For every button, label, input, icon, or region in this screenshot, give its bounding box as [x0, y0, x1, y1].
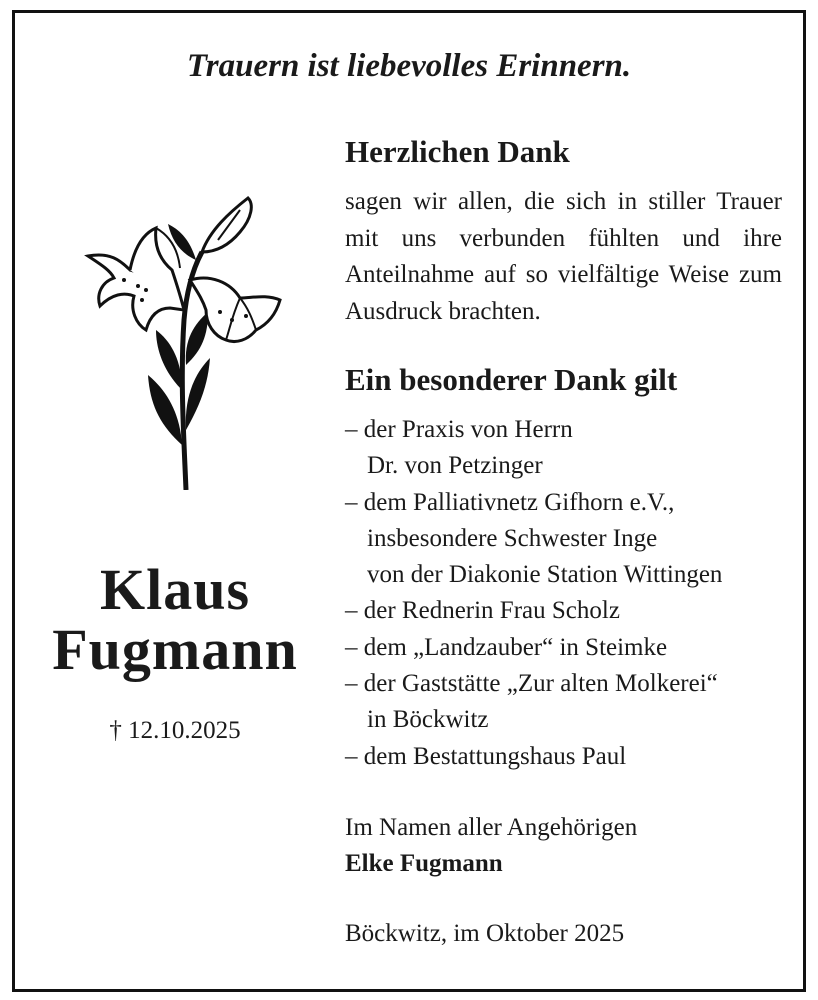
motto: Trauern ist liebevolles Erinnern. [186, 48, 632, 84]
list-item: – dem Palliativnetz Gifhorn e.V., insbesondere Schwester Inge von der Diakonie Station Wittingen [345, 488, 723, 589]
place-date: Böckwitz, im Oktober 2025 [345, 920, 625, 947]
death-date-line [30, 717, 320, 745]
list-item: – der Praxis von Herrn Dr. von Petzinger [345, 416, 573, 480]
special-thanks-heading: Ein besonderer Dank gilt [345, 362, 678, 397]
special-thanks-list [345, 412, 782, 775]
closing-block [345, 810, 782, 882]
lily-icon [80, 190, 290, 490]
list-item: – dem „Landzauber“ in Steimke [345, 633, 668, 661]
list-item: – der Gaststätte „Zur alten Molkerei“ in Böckwitz [345, 670, 718, 734]
signer-name: Elke Fugmann [345, 850, 503, 877]
deceased-first-name: Klaus [99, 557, 251, 622]
thanks-text: sagen wir allen, die sich in stiller Trauer mit uns verbunden fühlten und ihre Anteilnahme auf so vielfältige Weise zum Ausdruck brachten. [345, 188, 782, 325]
list-item: – der Rednerin Frau Scholz [345, 597, 620, 625]
death-date: 12.10.2025 [128, 717, 241, 744]
list-item: – dem Bestattungshaus Paul [345, 742, 627, 770]
cross-icon: † [109, 717, 122, 744]
thanks-heading: Herzlichen Dank [345, 134, 570, 169]
closing-line: Im Namen aller Angehörigen [345, 814, 638, 841]
deceased-last-name: Fugmann [52, 617, 298, 682]
